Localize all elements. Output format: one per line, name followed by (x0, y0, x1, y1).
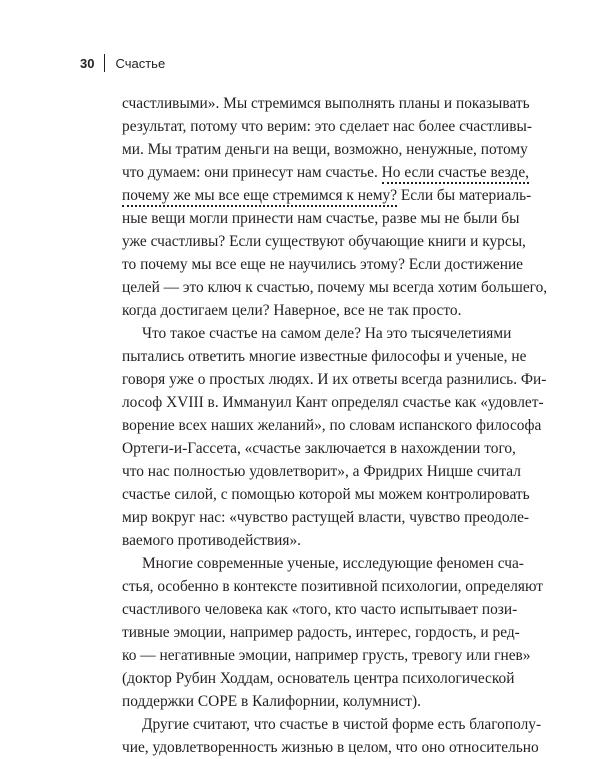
text-segment: ваемого противодействия». (122, 532, 302, 549)
text-segment: ворение всех наших желаний», по словам испанского философа (122, 417, 542, 434)
text-line (122, 529, 506, 552)
header-divider (104, 54, 105, 72)
paragraph (122, 92, 548, 322)
text-segment: когда достигаем цели? Наверное, все не так просто. (122, 302, 462, 319)
text-segment: целей — это ключ к счастью, почему мы всегда хотим большего, (122, 279, 548, 296)
text-segment: счастливыми». Мы стремимся выполнять планы и показывать (122, 95, 530, 112)
text-line (122, 437, 516, 460)
dotted-underline-phrase: Но если счастье везде, (382, 164, 529, 184)
text-line (122, 644, 531, 667)
text-segment: ми. Мы тратим деньги на вещи, возможно, ненужные, потому (122, 141, 528, 158)
text-line (122, 299, 506, 322)
text-line (122, 713, 542, 736)
text-line (122, 368, 547, 391)
text-segment: результат, потому что верим: это сделает нас более счастливы- (122, 118, 533, 135)
text-line (122, 667, 515, 690)
paragraph (122, 713, 542, 759)
body-text (122, 92, 548, 759)
text-line (122, 92, 530, 115)
text-segment: ные вещи могли принести нам счастье, разве мы не были бы (122, 210, 520, 227)
running-head (80, 52, 165, 74)
text-segment: говоря уже о простых людях. И их ответы всегда разнились. Фи- (122, 371, 547, 388)
text-line (122, 483, 530, 506)
text-segment: стья, особенно в контексте позитивной психологии, определяют (122, 578, 544, 595)
text-segment: счастье силой, с помощью которой мы можем контролировать (122, 486, 530, 503)
text-line (122, 506, 530, 529)
text-line (122, 161, 529, 184)
text-segment: счастливого человека как «того, кто часто испытывает пози- (122, 601, 518, 618)
text-line (122, 736, 539, 759)
text-line (122, 690, 506, 713)
text-segment: уже счастливы? Если существуют обучающие книги и курсы, (122, 233, 526, 250)
text-segment: Другие считают, что счастье в чистой форме есть благополу- (142, 716, 542, 733)
text-segment: что нас полностью удовлетворит», а Фридрих Ницше считал (122, 463, 521, 480)
text-segment: Что такое счастье на самом деле? На это тысячелетиями (142, 325, 512, 342)
text-line (122, 598, 518, 621)
text-segment: что думаем: они принесут нам счастье. (122, 164, 382, 181)
paragraph (122, 322, 547, 552)
page-number: 30 (80, 55, 95, 71)
text-segment: ко — негативные эмоции, например грусть, тревогу или гнев» (122, 647, 531, 664)
text-segment: поддержки COPE в Калифорнии, колумнист). (122, 693, 421, 710)
text-segment: чие, удовлетворенность жизнью в целом, что оно относительно (122, 739, 539, 756)
text-line (122, 391, 544, 414)
text-segment: Если бы материаль- (397, 187, 532, 204)
text-line (122, 207, 520, 230)
text-line (122, 138, 528, 161)
text-segment: то почему мы все еще не научились этому? Если достижение (122, 256, 524, 273)
text-segment: пытались ответить многие известные философы и ученые, не (122, 348, 527, 365)
text-line (122, 460, 521, 483)
text-segment: тивные эмоции, например радость, интерес, гордость, и ред- (122, 624, 520, 641)
text-line (122, 414, 542, 437)
chapter-title: Счастье (115, 55, 166, 71)
text-segment: мир вокруг нас: «чувство растущей власти, чувство преодоле- (122, 509, 530, 526)
dotted-underline-phrase: почему же мы все еще стремимся к нему? (122, 187, 397, 207)
text-line (122, 345, 527, 368)
text-line (122, 253, 524, 276)
paragraph (122, 552, 544, 713)
text-line (122, 115, 533, 138)
text-line (122, 621, 520, 644)
text-line (122, 276, 548, 299)
text-line (122, 184, 532, 207)
text-segment: Ортеги-и-Гассета, «счастье заключается в нахождении того, (122, 440, 516, 457)
text-line (122, 552, 524, 575)
text-segment: (доктор Рубин Ходдам, основатель центра психологической (122, 670, 515, 687)
text-line (122, 575, 544, 598)
text-segment: лософ XVIII в. Иммануил Кант определял счастье как «удовлет- (122, 394, 544, 411)
text-line (122, 230, 526, 253)
text-segment: Многие современные ученые, исследующие феномен сча- (142, 555, 524, 572)
text-line (122, 322, 512, 345)
